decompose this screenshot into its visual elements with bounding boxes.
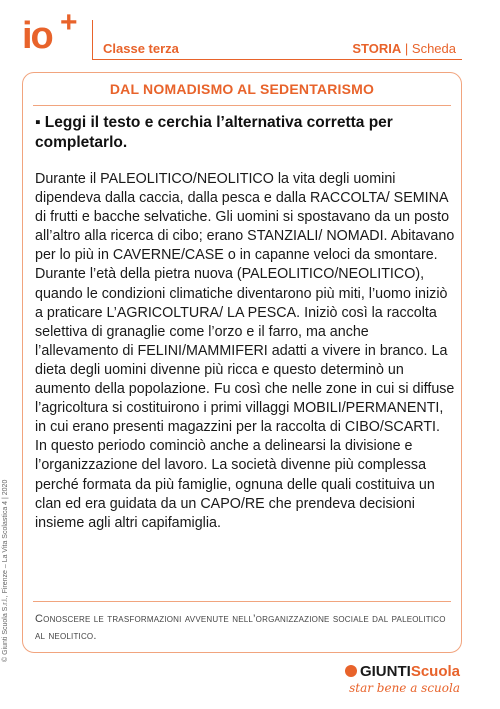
learning-objective: Conoscere le trasformazioni avvenute nell’organizzazione sociale dal paleolitico al neolitico.: [35, 613, 446, 642]
instruction-text: ▪ Leggi il testo e cerchia l’alternativa corretta per completarlo.: [35, 114, 393, 151]
grade-label: Classe terza: [103, 41, 179, 56]
header-divider-horizontal: [92, 59, 462, 60]
subject-label: [352, 41, 456, 56]
copyright-note: © Giunti Scuola S.r.l., Firenze – La Vita Scolastica 4 | 2020: [2, 479, 9, 662]
brand-name-b: Scuola: [410, 663, 460, 680]
brand-mark-icon: [345, 665, 357, 677]
giunti-scuola-logo: [345, 663, 460, 695]
sheet-type: Scheda: [411, 41, 456, 56]
worksheet-title: DAL NOMADISMO AL SEDENTARISMO: [109, 81, 375, 97]
plus-icon: +: [60, 6, 78, 39]
logo-text: io: [22, 15, 52, 57]
title-divider: [33, 105, 451, 106]
worksheet-card: [22, 72, 462, 653]
brand-tagline: star bene a scuola: [349, 681, 460, 695]
io-plus-logo: [22, 6, 84, 58]
subject-separator: |: [404, 41, 409, 56]
brand-name-a: GIUNTI: [359, 663, 411, 680]
header-divider-vertical: [92, 20, 93, 60]
objective-divider: [33, 601, 451, 602]
exercise-paragraph: Durante il PALEOLITICO/NEOLITICO la vita degli uomini dipendeva dalla caccia, dalla pesca e dalla RACCOLTA/ SEMINA di frutti e bacche selvatiche. Gli uomini si spostavano da un posto all’altro alla ricerca di cibo; erano STANZIALI/ NOMADI. Abitavano per lo più in CAVERNE/CASE o in capanne veloci da smontare. Durante l’età della pietra nuova (PALEOLITICO/NEOLITICO), quando le condizioni climatiche diventarono più miti, l’uomo iniziò a praticare L’AGRICOLTURA/ LA PESCA. Iniziò così la raccolta selettiva di granaglie come l’orzo e il farro, ma anche l’allevamento di FELINI/MAMMIFERI adatti a vivere in branco. La dieta degli uomini divenne più ricca e questo determinò un aumento della popolazione. Fu così che nelle zone in cui si diffuse l’agricoltura si costituirono i primi villaggi MOBILI/PERMANENTI, in cui erano presenti magazzini per la raccolta di CIBO/SCARTI. In questo periodo cominciò anche a delinearsi la divisione e l’organizzazione del lavoro. La società divenne più complessa perché formata da più famiglie, ognuna delle quali costituiva un clan ed era guidata da un CAPO/RE che prendeva decisioni insieme agli altri capifamiglia.: [35, 171, 455, 531]
brand-name: [345, 663, 460, 680]
exercise-text: [35, 170, 455, 533]
subject-name: STORIA: [352, 41, 402, 56]
